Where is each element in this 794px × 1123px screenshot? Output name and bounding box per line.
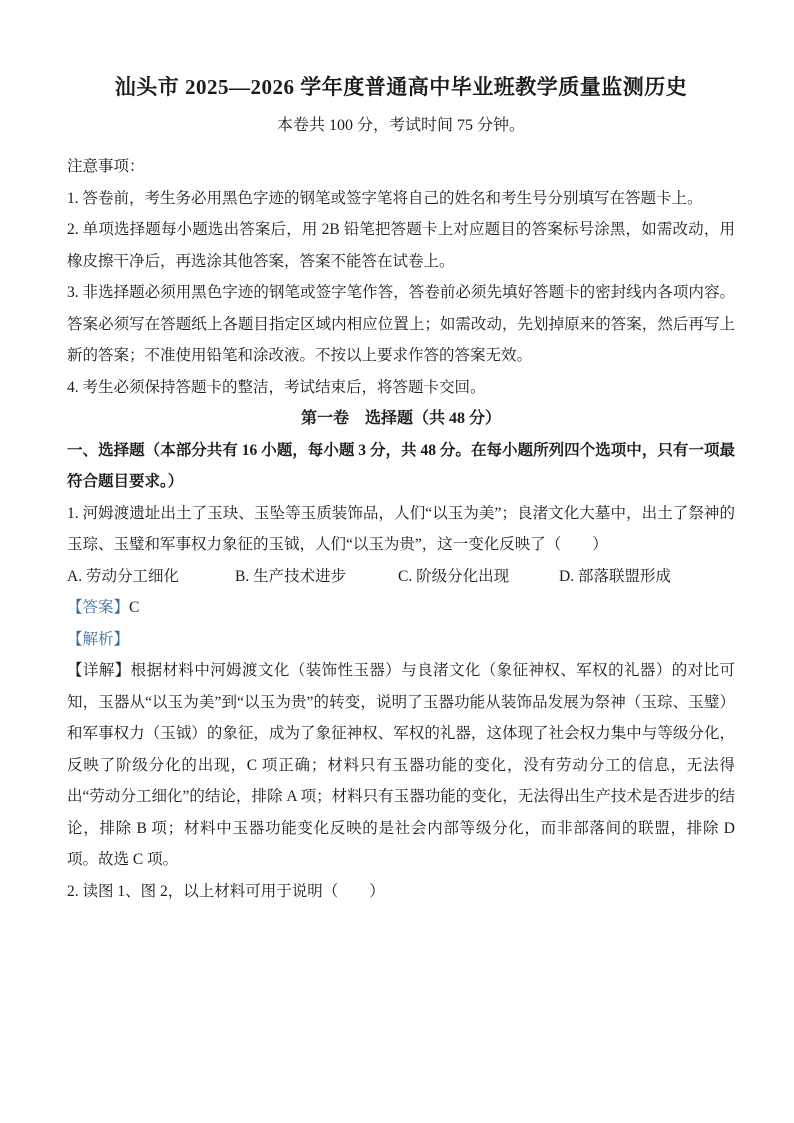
answer-line <box>67 592 735 624</box>
notice-item-1: 1. 答卷前，考生务必用黑色字迹的钢笔或签字笔将自己的姓名和考生号分别填写在答题卡上。 <box>67 189 703 207</box>
option-c: C. 阶级分化出现 <box>398 567 510 585</box>
answer-value: C <box>129 599 140 616</box>
notice-item-3: 3. 非选择题必须用黑色字迹的钢笔或签字笔作答，答卷前必须先填好答题卡的密封线内各项内容。答案必须写在答题纸上各题目指定区域内相应位置上；如需改动，先划掉原来的答案，然后再写上新的答案；不准使用铅笔和涂改液。不按以上要求作答的答案无效。 <box>67 284 735 364</box>
option-d: D. 部落联盟形成 <box>559 567 671 585</box>
notice-heading: 注意事项： <box>67 158 145 175</box>
option-a: A. 劳动分工细化 <box>67 567 179 585</box>
exam-title: 汕头市 2025—2026 学年度普通高中毕业班教学质量监测历史 <box>114 75 688 99</box>
analysis-label: 【解析】 <box>67 630 130 648</box>
question-2-text: 2. 读图 1、图 2，以上材料可用于说明（ ） <box>67 882 385 900</box>
detail-paragraph: 【详解】根据材料中河姆渡文化（装饰性玉器）与良渚文化（象征神权、军权的礼器）的对比可知，玉器从“以玉为美”到“以玉为贵”的转变，说明了玉器功能从装饰品发展为祭神（玉琮、玉璧）和军事权力（玉钺）的象征，成为了象征神权、军权的礼器，这体现了社会权力集中与等级分化，反映了阶级分化的出现，C 项正确；材料只有玉器功能的变化，没有劳动分工的信息，无法得出“劳动分工细化”的结论，排除 A 项；材料只有玉器功能的变化，无法得出生产技术是否进步的结论，排除 B 项；材料中玉器功能变化反映的是社会内部等级分化，而非部落间的联盟，排除 D 项。故选 C 项。 <box>67 662 735 868</box>
exam-body <box>67 151 735 907</box>
notice-item-2: 2. 单项选择题每小题选出答案后，用 2B 铅笔把答题卡上对应题目的答案标号涂黑，如需改动，用橡皮擦干净后，再选涂其他答案，答案不能答在试卷上。 <box>67 221 735 270</box>
answer-label: 【答案】 <box>67 599 130 616</box>
question-1-options <box>67 561 735 593</box>
section-instruction: 一、选择题（本部分共有 16 小题，每小题 3 分，共 48 分。在每小题所列四个选项中，只有一项最符合题目要求。） <box>67 441 735 490</box>
question-1-text: 1. 河姆渡遗址出土了玉玦、玉坠等玉质装饰品，人们“以玉为美”；良渚文化大墓中，出土了祭神的玉琮、玉璧和军事权力象征的玉钺，人们“以玉为贵”，这一变化反映了（ ） <box>67 504 735 553</box>
notice-item-4: 4. 考生必须保持答题卡的整洁，考试结束后，将答题卡交回。 <box>67 378 486 396</box>
analysis-line <box>67 624 735 656</box>
section-heading: 第一卷 选择题（共 48 分） <box>300 410 501 427</box>
exam-subtitle: 本卷共 100 分，考试时间 75 分钟。 <box>276 117 525 134</box>
option-b: B. 生产技术进步 <box>235 567 347 585</box>
